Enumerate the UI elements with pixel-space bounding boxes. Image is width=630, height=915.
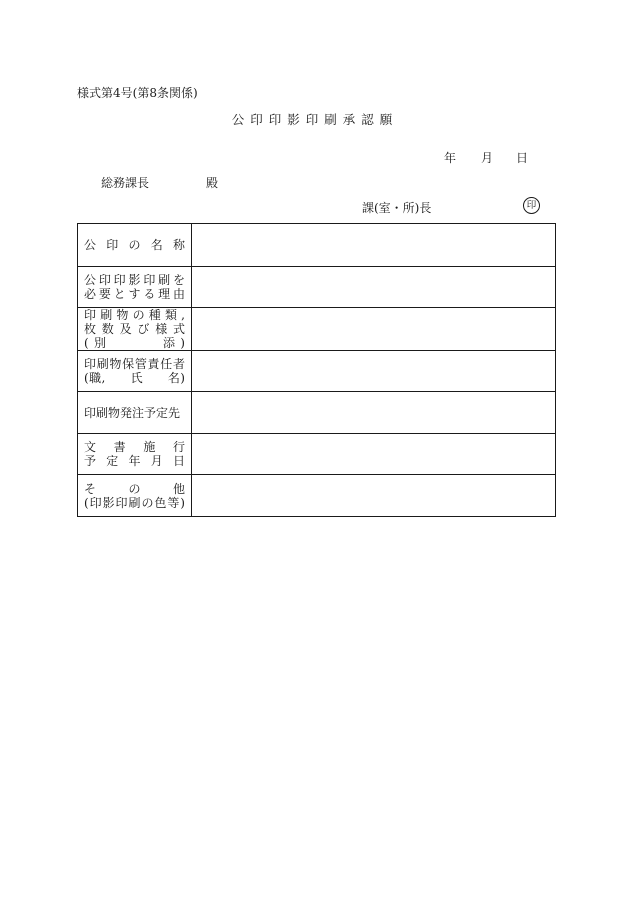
label-line: (印影印刷の色等) bbox=[84, 495, 185, 510]
table-row bbox=[78, 224, 556, 267]
row-label-issue-date bbox=[78, 434, 192, 475]
row-label-print-type bbox=[78, 308, 192, 351]
approval-form-table bbox=[77, 223, 556, 517]
seal-icon: 印 bbox=[523, 197, 540, 214]
form-number: 様式第4号(第8条関係) bbox=[77, 86, 198, 100]
label-line: 公印の名称 bbox=[84, 238, 185, 252]
row-value-issue-date[interactable] bbox=[192, 434, 556, 475]
row-label-vendor bbox=[78, 392, 192, 434]
label-line: (別 添) bbox=[84, 336, 185, 350]
form-title: 公印印影印刷承認願 bbox=[231, 112, 399, 127]
label-line: 文 書 施 行 bbox=[84, 440, 185, 454]
row-value-custodian[interactable] bbox=[192, 351, 556, 392]
table-row bbox=[78, 392, 556, 434]
date-year-label: 年 bbox=[444, 151, 457, 165]
date-day-label: 日 bbox=[516, 151, 529, 165]
label-line: 公印印影印刷を bbox=[84, 273, 185, 287]
table-row bbox=[78, 434, 556, 475]
row-value-vendor[interactable] bbox=[192, 392, 556, 434]
row-value-print-type[interactable] bbox=[192, 308, 556, 351]
label-line: 印刷物の種類, bbox=[84, 308, 185, 322]
addressee-title: 総務課長 bbox=[101, 176, 150, 190]
sender-title: 課(室・所)長 bbox=[362, 201, 432, 215]
label-line: 印刷物保管責任者 bbox=[84, 357, 185, 371]
label-line: 予定年月日 bbox=[84, 454, 185, 468]
table-row bbox=[78, 267, 556, 308]
row-label-seal-name bbox=[78, 224, 192, 267]
row-label-custodian bbox=[78, 351, 192, 392]
addressee-honorific: 殿 bbox=[206, 176, 219, 190]
label-line: 枚数及び様式 bbox=[84, 322, 185, 336]
row-value-seal-name[interactable] bbox=[192, 224, 556, 267]
date-month-label: 月 bbox=[481, 151, 494, 165]
label-line: そ の 他 bbox=[84, 481, 185, 496]
row-value-reason[interactable] bbox=[192, 267, 556, 308]
row-label-other bbox=[78, 475, 192, 517]
label-line: 印刷物発注予定先 bbox=[84, 405, 181, 420]
label-line: 必要とする理由 bbox=[84, 287, 185, 301]
row-value-other[interactable] bbox=[192, 475, 556, 517]
table-row bbox=[78, 351, 556, 392]
label-line: (職, 氏 名) bbox=[84, 371, 185, 385]
table-row bbox=[78, 308, 556, 351]
row-label-reason bbox=[78, 267, 192, 308]
table-row bbox=[78, 475, 556, 517]
